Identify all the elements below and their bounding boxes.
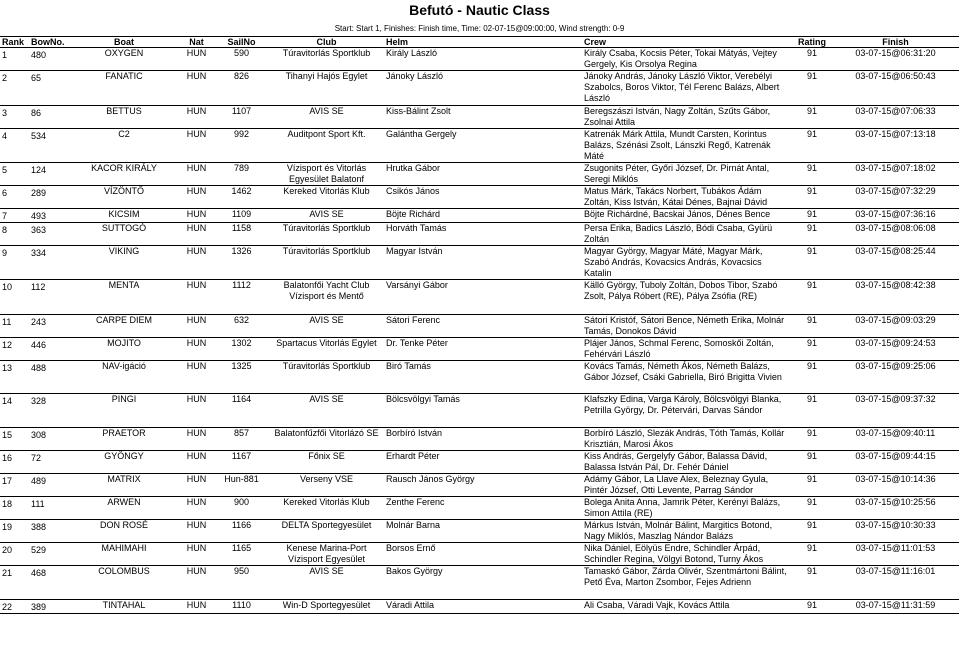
table-row <box>0 520 959 543</box>
club-cell: Kereked Vitorlás Klub <box>269 186 384 209</box>
sail-number-cell: 1158 <box>214 223 269 246</box>
bow-number-cell: 488 <box>29 361 69 394</box>
bow-number-cell: 86 <box>29 106 69 129</box>
crew-cell: Márkus István, Molnár Bálint, Margitics Botond, Nagy Miklós, Maszlag Nándor Balázs <box>582 520 792 543</box>
nation-cell: HUN <box>179 543 214 566</box>
boat-cell: C2 <box>69 129 179 163</box>
helm-cell: Váradi Attila <box>384 600 582 614</box>
finish-time-cell: 03-07-15@09:44:15 <box>832 451 959 474</box>
helm-cell: Hrutka Gábor <box>384 163 582 186</box>
club-cell: AVIS SE <box>269 209 384 223</box>
rank-cell: 11 <box>0 315 29 338</box>
boat-cell: GYÖNGY <box>69 451 179 474</box>
table-row <box>0 451 959 474</box>
column-header: BowNo. <box>29 37 69 48</box>
club-cell: Verseny VSE <box>269 474 384 497</box>
boat-cell: MOJITO <box>69 338 179 361</box>
rank-cell: 6 <box>0 186 29 209</box>
crew-cell: Zsugonits Péter, Győri József, Dr. Pirnát Antal, Seregi Miklós <box>582 163 792 186</box>
rating-cell: 91 <box>792 474 832 497</box>
rank-cell: 18 <box>0 497 29 520</box>
crew-cell: Böjte Richárdné, Bacskai János, Dénes Bence <box>582 209 792 223</box>
nation-cell: HUN <box>179 394 214 428</box>
table-row <box>0 71 959 106</box>
crew-cell: Matus Márk, Takács Norbert, Tubákos Ádám Zoltán, Kiss István, Kátai Dénes, Bajnai Dávid <box>582 186 792 209</box>
column-header: Crew <box>582 37 792 48</box>
nation-cell: HUN <box>179 186 214 209</box>
sail-number-cell: 857 <box>214 428 269 451</box>
nation-cell: HUN <box>179 223 214 246</box>
boat-cell: KACOR KIRÁLY <box>69 163 179 186</box>
crew-cell: Borbíró László, Slezák András, Tóth Tamás, Kollár Krisztián, Marosi Ákos <box>582 428 792 451</box>
table-row <box>0 48 959 71</box>
bow-number-cell: 446 <box>29 338 69 361</box>
finish-time-cell: 03-07-15@07:06:33 <box>832 106 959 129</box>
rating-cell: 91 <box>792 543 832 566</box>
rank-cell: 7 <box>0 209 29 223</box>
crew-cell: Király Csaba, Kocsis Péter, Tokai Mátyás, Vejtey Gergely, Kis Orsolya Regina <box>582 48 792 71</box>
club-cell: Win-D Sportegyesület <box>269 600 384 614</box>
sail-number-cell: Hun-881 <box>214 474 269 497</box>
nation-cell: HUN <box>179 361 214 394</box>
rank-cell: 12 <box>0 338 29 361</box>
boat-cell: NAV-igáció <box>69 361 179 394</box>
crew-cell: Klafszky Edina, Varga Károly, Bölcsvölgyi Blanka, Petrilla György, Dr. Pétervári, Darvas Sándor <box>582 394 792 428</box>
nation-cell: HUN <box>179 280 214 315</box>
table-row <box>0 163 959 186</box>
crew-cell: Tamaskó Gábor, Zárda Olivér, Szentmártoni Bálint, Pető Éva, Marton Zsombor, Fejes Adrienn <box>582 566 792 600</box>
rank-cell: 16 <box>0 451 29 474</box>
finish-time-cell: 03-07-15@07:13:18 <box>832 129 959 163</box>
club-cell: Auditpont Sport Kft. <box>269 129 384 163</box>
club-cell: Kereked Vitorlás Klub <box>269 497 384 520</box>
club-cell: Túravitorlás Sportklub <box>269 223 384 246</box>
crew-cell: Jánoky András, Jánoky László Viktor, Verebélyi Szabolcs, Boros Viktor, Tél Ferenc Balázs, Albert László <box>582 71 792 106</box>
club-cell: Túravitorlás Sportklub <box>269 246 384 280</box>
finish-time-cell: 03-07-15@07:36:16 <box>832 209 959 223</box>
nation-cell: HUN <box>179 600 214 614</box>
helm-cell: Biró Tamás <box>384 361 582 394</box>
boat-cell: KICSIM <box>69 209 179 223</box>
club-cell: Tihanyi Hajós Egylet <box>269 71 384 106</box>
finish-time-cell: 03-07-15@09:25:06 <box>832 361 959 394</box>
column-header: Finish <box>832 37 959 48</box>
rating-cell: 91 <box>792 106 832 129</box>
boat-cell: OXYGEN <box>69 48 179 71</box>
rating-cell: 91 <box>792 48 832 71</box>
rank-cell: 13 <box>0 361 29 394</box>
helm-cell: Erhardt Péter <box>384 451 582 474</box>
bow-number-cell: 363 <box>29 223 69 246</box>
header-row <box>0 37 959 48</box>
sail-number-cell: 1164 <box>214 394 269 428</box>
boat-cell: VÍZÖNTŐ <box>69 186 179 209</box>
page-title: Befutó - Nautic Class <box>409 2 550 18</box>
club-cell: Balatonfűzfői Vitorlázó SE <box>269 428 384 451</box>
rating-cell: 91 <box>792 246 832 280</box>
bow-number-cell: 534 <box>29 129 69 163</box>
crew-cell: Nika Dániel, Eölyüs Endre, Schindler Árpád, Schindler Regina, Völgyi Botond, Turny Ákos <box>582 543 792 566</box>
sail-number-cell: 1109 <box>214 209 269 223</box>
finish-time-cell: 03-07-15@09:40:11 <box>832 428 959 451</box>
finish-time-cell: 03-07-15@06:50:43 <box>832 71 959 106</box>
rank-cell: 14 <box>0 394 29 428</box>
rank-cell: 15 <box>0 428 29 451</box>
sail-number-cell: 900 <box>214 497 269 520</box>
bow-number-cell: 334 <box>29 246 69 280</box>
sail-number-cell: 826 <box>214 71 269 106</box>
sail-number-cell: 1167 <box>214 451 269 474</box>
table-row <box>0 129 959 163</box>
rating-cell: 91 <box>792 361 832 394</box>
helm-cell: Borbíró István <box>384 428 582 451</box>
crew-cell: Sátori Kristóf, Sátori Bence, Németh Erika, Molnár Tamás, Donokos Dávid <box>582 315 792 338</box>
column-header: Rank <box>0 37 29 48</box>
club-cell: AVIS SE <box>269 315 384 338</box>
column-header: Club <box>269 37 384 48</box>
helm-cell: Molnár Barna <box>384 520 582 543</box>
boat-cell: MAHIMAHI <box>69 543 179 566</box>
bow-number-cell: 529 <box>29 543 69 566</box>
bow-number-cell: 112 <box>29 280 69 315</box>
bow-number-cell: 65 <box>29 71 69 106</box>
finish-time-cell: 03-07-15@10:14:36 <box>832 474 959 497</box>
bow-number-cell: 468 <box>29 566 69 600</box>
bow-number-cell: 111 <box>29 497 69 520</box>
rating-cell: 91 <box>792 129 832 163</box>
sail-number-cell: 1166 <box>214 520 269 543</box>
crew-cell: Persa Erika, Badics László, Bódi Csaba, Gyürü Zoltán <box>582 223 792 246</box>
rating-cell: 91 <box>792 566 832 600</box>
nation-cell: HUN <box>179 451 214 474</box>
table-row <box>0 338 959 361</box>
boat-cell: BETTUS <box>69 106 179 129</box>
boat-cell: COLOMBUS <box>69 566 179 600</box>
boat-cell: PRAETOR <box>69 428 179 451</box>
rating-cell: 91 <box>792 428 832 451</box>
rating-cell: 91 <box>792 223 832 246</box>
nation-cell: HUN <box>179 129 214 163</box>
boat-cell: SUTTOGÓ <box>69 223 179 246</box>
rank-cell: 5 <box>0 163 29 186</box>
helm-cell: Bölcsvölgyi Tamás <box>384 394 582 428</box>
finish-time-cell: 03-07-15@07:18:02 <box>832 163 959 186</box>
boat-cell: MENTA <box>69 280 179 315</box>
finish-time-cell: 03-07-15@11:16:01 <box>832 566 959 600</box>
nation-cell: HUN <box>179 246 214 280</box>
crew-cell: Katrenák Márk Attila, Mundt Carsten, Korintus Balázs, Szénási Zsolt, Lánszki Regő, Katrenák Máté <box>582 129 792 163</box>
club-cell: AVIS SE <box>269 106 384 129</box>
sail-number-cell: 992 <box>214 129 269 163</box>
rating-cell: 91 <box>792 209 832 223</box>
rank-cell: 8 <box>0 223 29 246</box>
nation-cell: HUN <box>179 315 214 338</box>
rating-cell: 91 <box>792 280 832 315</box>
finish-time-cell: 03-07-15@09:03:29 <box>832 315 959 338</box>
rating-cell: 91 <box>792 520 832 543</box>
sail-number-cell: 1165 <box>214 543 269 566</box>
sail-number-cell: 1302 <box>214 338 269 361</box>
sail-number-cell: 632 <box>214 315 269 338</box>
rank-cell: 1 <box>0 48 29 71</box>
crew-cell: Adámy Gábor, La Llave Alex, Beleznay Gyula, Pintér József, Otti Levente, Parrag Sándor <box>582 474 792 497</box>
boat-cell: MATRIX <box>69 474 179 497</box>
bow-number-cell: 308 <box>29 428 69 451</box>
table-row <box>0 223 959 246</box>
crew-cell: Kovács Tamás, Németh Ákos, Németh Balázs, Gábor József, Csáki Gabriella, Biró Brigitta Vivien <box>582 361 792 394</box>
bow-number-cell: 389 <box>29 600 69 614</box>
sail-number-cell: 1112 <box>214 280 269 315</box>
nation-cell: HUN <box>179 474 214 497</box>
club-cell: Főnix SE <box>269 451 384 474</box>
finish-time-cell: 03-07-15@08:42:38 <box>832 280 959 315</box>
rating-cell: 91 <box>792 163 832 186</box>
rating-cell: 91 <box>792 71 832 106</box>
finish-time-cell: 03-07-15@11:31:59 <box>832 600 959 614</box>
table-row <box>0 209 959 223</box>
nation-cell: HUN <box>179 566 214 600</box>
finish-time-cell: 03-07-15@11:01:53 <box>832 543 959 566</box>
finish-time-cell: 03-07-15@10:25:56 <box>832 497 959 520</box>
crew-cell: Kiss András, Gergelyfy Gábor, Balassa Dávid, Balassa István Pál, Dr. Fehér Dániel <box>582 451 792 474</box>
nation-cell: HUN <box>179 48 214 71</box>
rank-cell: 4 <box>0 129 29 163</box>
rating-cell: 91 <box>792 497 832 520</box>
sail-number-cell: 1107 <box>214 106 269 129</box>
sail-number-cell: 1326 <box>214 246 269 280</box>
club-cell: Túravitorlás Sportklub <box>269 48 384 71</box>
crew-cell: Beregszászi István, Nagy Zoltán, Szűts Gábor, Zsolnai Attila <box>582 106 792 129</box>
nation-cell: HUN <box>179 209 214 223</box>
crew-cell: Bolega Anita Anna, Jamrik Péter, Kerényi Balázs, Simon Attila (RE) <box>582 497 792 520</box>
club-cell: DELTA Sportegyesület <box>269 520 384 543</box>
bow-number-cell: 72 <box>29 451 69 474</box>
nation-cell: HUN <box>179 520 214 543</box>
rank-cell: 19 <box>0 520 29 543</box>
helm-cell: Böjte Richárd <box>384 209 582 223</box>
rating-cell: 91 <box>792 186 832 209</box>
crew-cell: Källó György, Tuboly Zoltán, Dobos Tibor, Szabó Zsolt, Pálya Róbert (RE), Pálya Zsófia (RE) <box>582 280 792 315</box>
column-header: Nat <box>179 37 214 48</box>
table-row <box>0 280 959 315</box>
club-cell: Spartacus Vitorlás Egylet <box>269 338 384 361</box>
boat-cell: CARPE DIEM <box>69 315 179 338</box>
nation-cell: HUN <box>179 106 214 129</box>
club-cell: Vízisport és Vitorlás Egyesület Balatonf <box>269 163 384 186</box>
club-cell: Balatonfői Yacht Club Vízisport és Mentő <box>269 280 384 315</box>
finish-time-cell: 03-07-15@06:31:20 <box>832 48 959 71</box>
column-header: Boat <box>69 37 179 48</box>
nation-cell: HUN <box>179 338 214 361</box>
finish-time-cell: 03-07-15@07:32:29 <box>832 186 959 209</box>
boat-cell: ARWEN <box>69 497 179 520</box>
rank-cell: 21 <box>0 566 29 600</box>
helm-cell: Kiss-Bálint Zsolt <box>384 106 582 129</box>
race-subtitle: Start: Start 1, Finishes: Finish time, Time: 02-07-15@09:00:00, Wind strength: 0-9 <box>334 24 625 33</box>
rank-cell: 17 <box>0 474 29 497</box>
finish-time-cell: 03-07-15@08:25:44 <box>832 246 959 280</box>
boat-cell: DON ROSÉ <box>69 520 179 543</box>
table-row <box>0 394 959 428</box>
crew-cell: Ali Csaba, Váradi Vajk, Kovács Attila <box>582 600 792 614</box>
helm-cell: Jánoky László <box>384 71 582 106</box>
sail-number-cell: 590 <box>214 48 269 71</box>
bow-number-cell: 243 <box>29 315 69 338</box>
boat-cell: FANATIC <box>69 71 179 106</box>
helm-cell: Király László <box>384 48 582 71</box>
nation-cell: HUN <box>179 71 214 106</box>
table-row <box>0 106 959 129</box>
bow-number-cell: 289 <box>29 186 69 209</box>
nation-cell: HUN <box>179 428 214 451</box>
helm-cell: Zenthe Ferenc <box>384 497 582 520</box>
results-table <box>0 36 959 614</box>
rank-cell: 3 <box>0 106 29 129</box>
rank-cell: 9 <box>0 246 29 280</box>
helm-cell: Galántha Gergely <box>384 129 582 163</box>
boat-cell: TINTAHAL <box>69 600 179 614</box>
finish-time-cell: 03-07-15@09:24:53 <box>832 338 959 361</box>
column-header: SailNo <box>214 37 269 48</box>
column-header: Rating <box>792 37 832 48</box>
table-row <box>0 361 959 394</box>
boat-cell: PINGI <box>69 394 179 428</box>
sail-number-cell: 1110 <box>214 600 269 614</box>
helm-cell: Borsos Ernő <box>384 543 582 566</box>
table-row <box>0 428 959 451</box>
helm-cell: Horváth Tamás <box>384 223 582 246</box>
rating-cell: 91 <box>792 451 832 474</box>
nation-cell: HUN <box>179 497 214 520</box>
rank-cell: 2 <box>0 71 29 106</box>
bow-number-cell: 489 <box>29 474 69 497</box>
rank-cell: 10 <box>0 280 29 315</box>
helm-cell: Magyar István <box>384 246 582 280</box>
rank-cell: 20 <box>0 543 29 566</box>
table-row <box>0 186 959 209</box>
table-row <box>0 566 959 600</box>
helm-cell: Dr. Tenke Péter <box>384 338 582 361</box>
rank-cell: 22 <box>0 600 29 614</box>
column-header: Helm <box>384 37 582 48</box>
bow-number-cell: 493 <box>29 209 69 223</box>
rating-cell: 91 <box>792 315 832 338</box>
sail-number-cell: 789 <box>214 163 269 186</box>
club-cell: AVIS SE <box>269 566 384 600</box>
bow-number-cell: 124 <box>29 163 69 186</box>
boat-cell: VIKING <box>69 246 179 280</box>
sail-number-cell: 1462 <box>214 186 269 209</box>
helm-cell: Rausch János György <box>384 474 582 497</box>
helm-cell: Bakos György <box>384 566 582 600</box>
table-row <box>0 474 959 497</box>
bow-number-cell: 480 <box>29 48 69 71</box>
table-row <box>0 497 959 520</box>
sail-number-cell: 950 <box>214 566 269 600</box>
table-row <box>0 315 959 338</box>
rating-cell: 91 <box>792 394 832 428</box>
helm-cell: Csikós János <box>384 186 582 209</box>
finish-time-cell: 03-07-15@10:30:33 <box>832 520 959 543</box>
finish-time-cell: 03-07-15@08:06:08 <box>832 223 959 246</box>
rating-cell: 91 <box>792 338 832 361</box>
crew-cell: Magyar György, Magyar Máté, Magyar Márk, Szabó András, Kovacsics András, Kovacsics Katalin <box>582 246 792 280</box>
table-row <box>0 543 959 566</box>
club-cell: Kenese Marina-Port Vízisport Egyesület <box>269 543 384 566</box>
helm-cell: Varsányi Gábor <box>384 280 582 315</box>
helm-cell: Sátori Ferenc <box>384 315 582 338</box>
club-cell: Túravitorlás Sportklub <box>269 361 384 394</box>
crew-cell: Plájer János, Schmal Ferenc, Somoskői Zoltán, Fehérvári László <box>582 338 792 361</box>
bow-number-cell: 388 <box>29 520 69 543</box>
finish-time-cell: 03-07-15@09:37:32 <box>832 394 959 428</box>
nation-cell: HUN <box>179 163 214 186</box>
bow-number-cell: 328 <box>29 394 69 428</box>
table-row <box>0 600 959 614</box>
sail-number-cell: 1325 <box>214 361 269 394</box>
club-cell: AVIS SE <box>269 394 384 428</box>
rating-cell: 91 <box>792 600 832 614</box>
table-row <box>0 246 959 280</box>
